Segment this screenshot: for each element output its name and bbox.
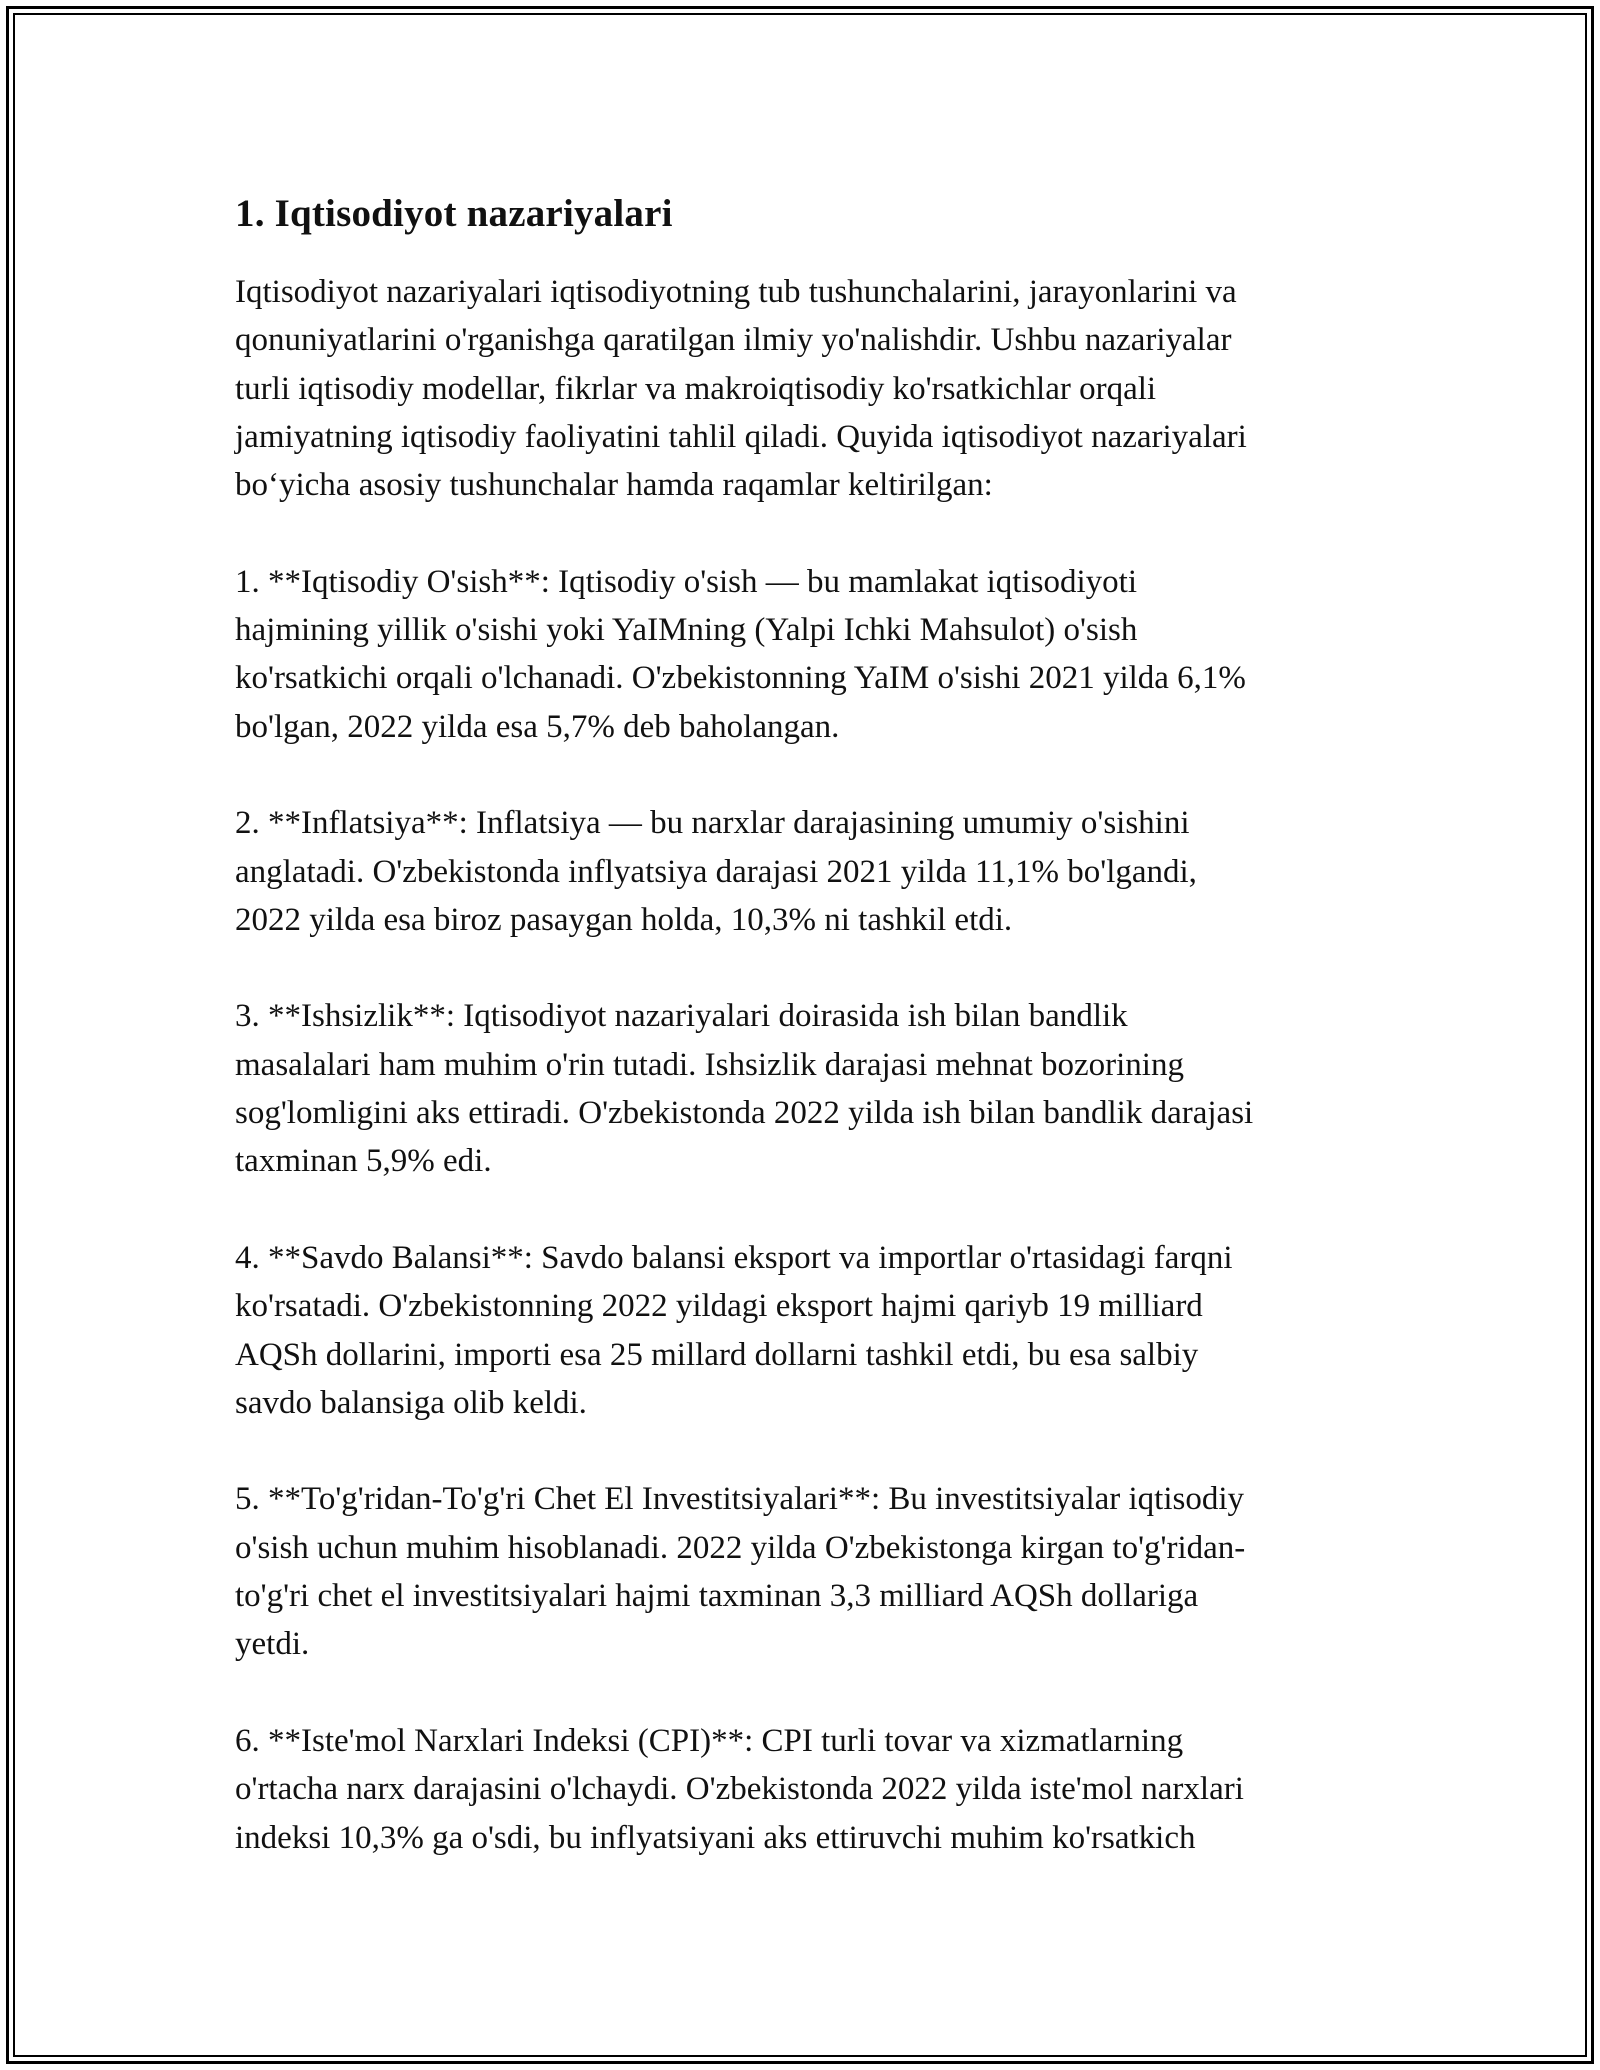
intro-paragraph: Iqtisodiyot nazariyalari iqtisodiyotning tub tushunchalarini, jarayonlarini va qonuniyatlarini o'rganishga qaratilgan ilmiy yo'nalishdir. Ushbu nazariyalar turli iqtisodiy modellar, fikrlar va makroiqtisodiy ko'rsatkichlar orqali jamiyatning iqtisodiy faoliyatini tahlil qiladi. Quyida iqtisodiyot nazariyalari bo‘yicha asosiy tushunchalar hamda raqamlar keltirilgan: — [235, 274, 1247, 504]
list-item-economic-growth: 1. **Iqtisodiy O'sish**: Iqtisodiy o'sish — bu mamlakat iqtisodiyoti hajmining yillik o'sishi yoki YaIMning (Yalpi Ichki Mahsulot) o'sish ko'rsatkichi orqali o'lchanadi. O'zbekistonning YaIM o'sishi 2021 yilda 6,1% bo'lgan, 2022 yilda esa 5,7% deb baholangan. — [235, 563, 1246, 745]
list-item-fdi: 5. **To'g'ridan-To'g'ri Chet El Investitsiyalari**: Bu investitsiyalar iqtisodiy o'sish uchun muhim hisoblanadi. 2022 yilda O'zbekistonga kirgan to'g'ridan- to'g'ri chet el investitsiyalari hajmi taxminan 3,3 milliard AQSh dollariga yetdi. — [235, 1481, 1246, 1663]
list-item-unemployment: 3. **Ishsizlik**: Iqtisodiyot nazariyalari doirasida ish bilan bandlik masalalari ham muhim o'rin tutadi. Ishsizlik darajasi mehnat bozorining sog'lomligini aks ettiradi. O'zbekistonda 2022 yilda ish bilan bandlik darajasi taxminan 5,9% edi. — [235, 998, 1254, 1180]
section-heading: 1. Iqtisodiyot nazariyalari — [235, 192, 673, 235]
list-item-cpi: 6. **Iste'mol Narxlari Indeksi (CPI)**: CPI turli tovar va xizmatlarning o'rtacha narx darajasini o'lchaydi. O'zbekistonda 2022 yilda iste'mol narxlari indeksi 10,3% ga o'sdi, bu inflyatsiyani aks ettiruvchi muhim ko'rsatkich — [235, 1722, 1244, 1856]
list-item-inflation: 2. **Inflatsiya**: Inflatsiya — bu narxlar darajasining umumiy o'sishini anglatadi. O'zbekistonda inflyatsiya darajasi 2021 yilda 11,1% bo'lgandi, 2022 yilda esa biroz pasaygan holda, 10,3% ni tashkil etdi. — [235, 805, 1197, 938]
list-item-trade-balance: 4. **Savdo Balansi**: Savdo balansi eksport va importlar o'rtasidagi farqni ko'rsatadi. O'zbekistonning 2022 yildagi eksport hajmi qariyb 19 milliard AQSh dollarini, importi esa 25 millard dollarni tashkil etdi, bu esa salbiy savdo balansiga olib keldi. — [235, 1239, 1233, 1421]
document-body — [235, 186, 1370, 1862]
